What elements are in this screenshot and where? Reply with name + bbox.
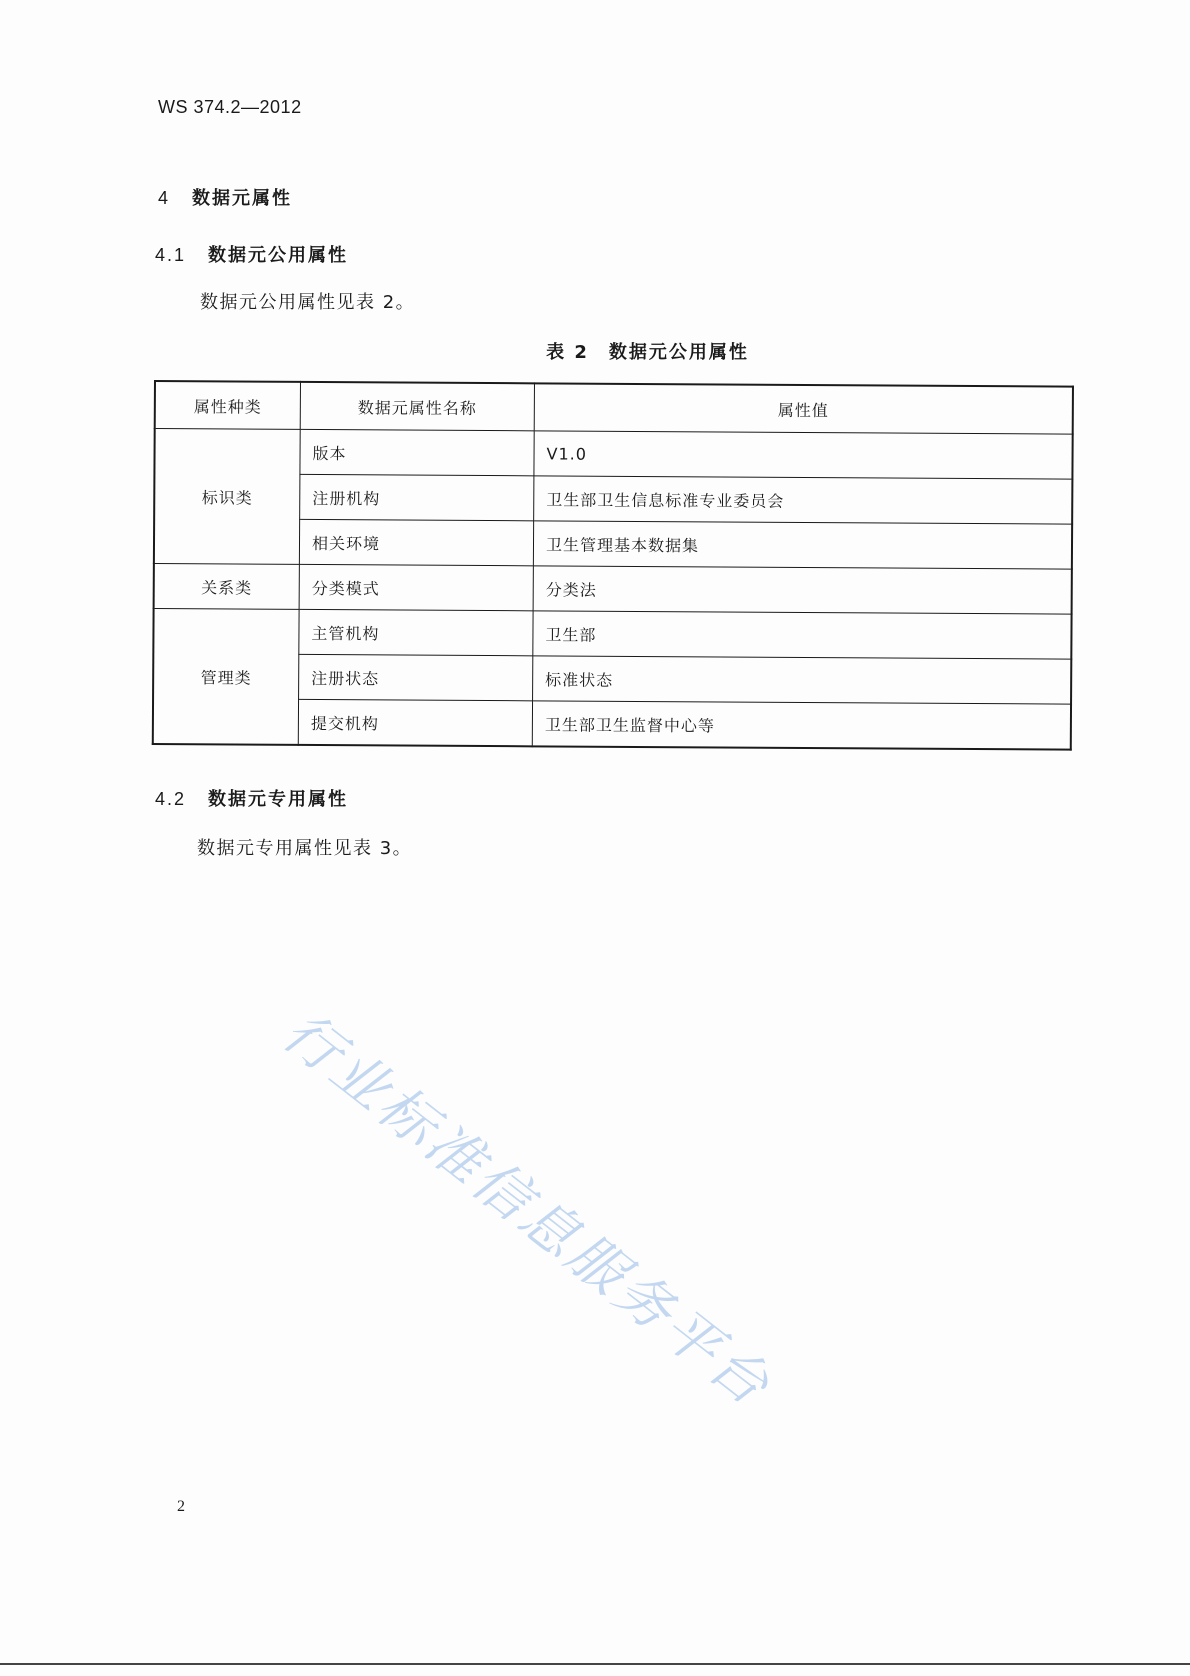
table-row [154,564,1072,615]
scan-bottom-edge [0,1663,1190,1665]
section-number: 4.2 [155,789,187,809]
watermark: 行业标准信息服务平台 [270,999,784,1421]
attribute-value-cell: V1.0 [534,431,1073,479]
attribute-name-cell: 注册机构 [300,474,534,520]
header-cell: 属性种类 [155,381,301,429]
section-4-2-paragraph: 数据元专用属性见表 3。 [197,838,413,859]
page-number: 2 [177,1498,185,1515]
section-4-1-paragraph: 数据元公用属性见表 2。 [200,292,416,313]
section-title: 数据元属性 [192,188,293,209]
attributes-table [152,380,1074,751]
attribute-value-cell: 卫生部 [533,611,1072,659]
table-caption: 表 2 数据元公用属性 [546,342,749,363]
attribute-value-cell: 卫生部卫生监督中心等 [532,701,1071,750]
section-number: 4.1 [155,245,187,265]
attribute-name-cell: 相关环境 [299,519,533,565]
attribute-name-cell: 提交机构 [298,699,532,746]
table-row [154,429,1072,480]
attribute-name-cell: 主管机构 [299,609,533,655]
attribute-value-cell: 卫生管理基本数据集 [533,521,1072,569]
table-header-row [155,381,1073,434]
category-cell: 标识类 [154,429,300,565]
attribute-value-cell: 卫生部卫生信息标准专业委员会 [534,476,1073,524]
section-title: 数据元专用属性 [208,789,349,810]
section-4-2-heading [155,785,348,811]
standard-code: WS 374.2—2012 [158,97,302,117]
attribute-value-cell: 分类法 [533,566,1072,614]
table-row [153,609,1071,660]
attribute-name-cell: 注册状态 [299,654,533,700]
category-cell: 关系类 [154,564,300,610]
section-4-1-heading [155,241,348,267]
header-cell: 属性值 [534,383,1073,434]
section-number: 4 [158,188,171,208]
attribute-value-cell: 标准状态 [533,656,1072,704]
attribute-name-cell: 分类模式 [299,564,533,610]
section-4-heading [158,184,292,210]
category-cell: 管理类 [153,609,299,745]
attribute-name-cell: 版本 [300,429,534,475]
section-title: 数据元公用属性 [208,245,349,266]
header-cell: 数据元属性名称 [300,382,534,431]
